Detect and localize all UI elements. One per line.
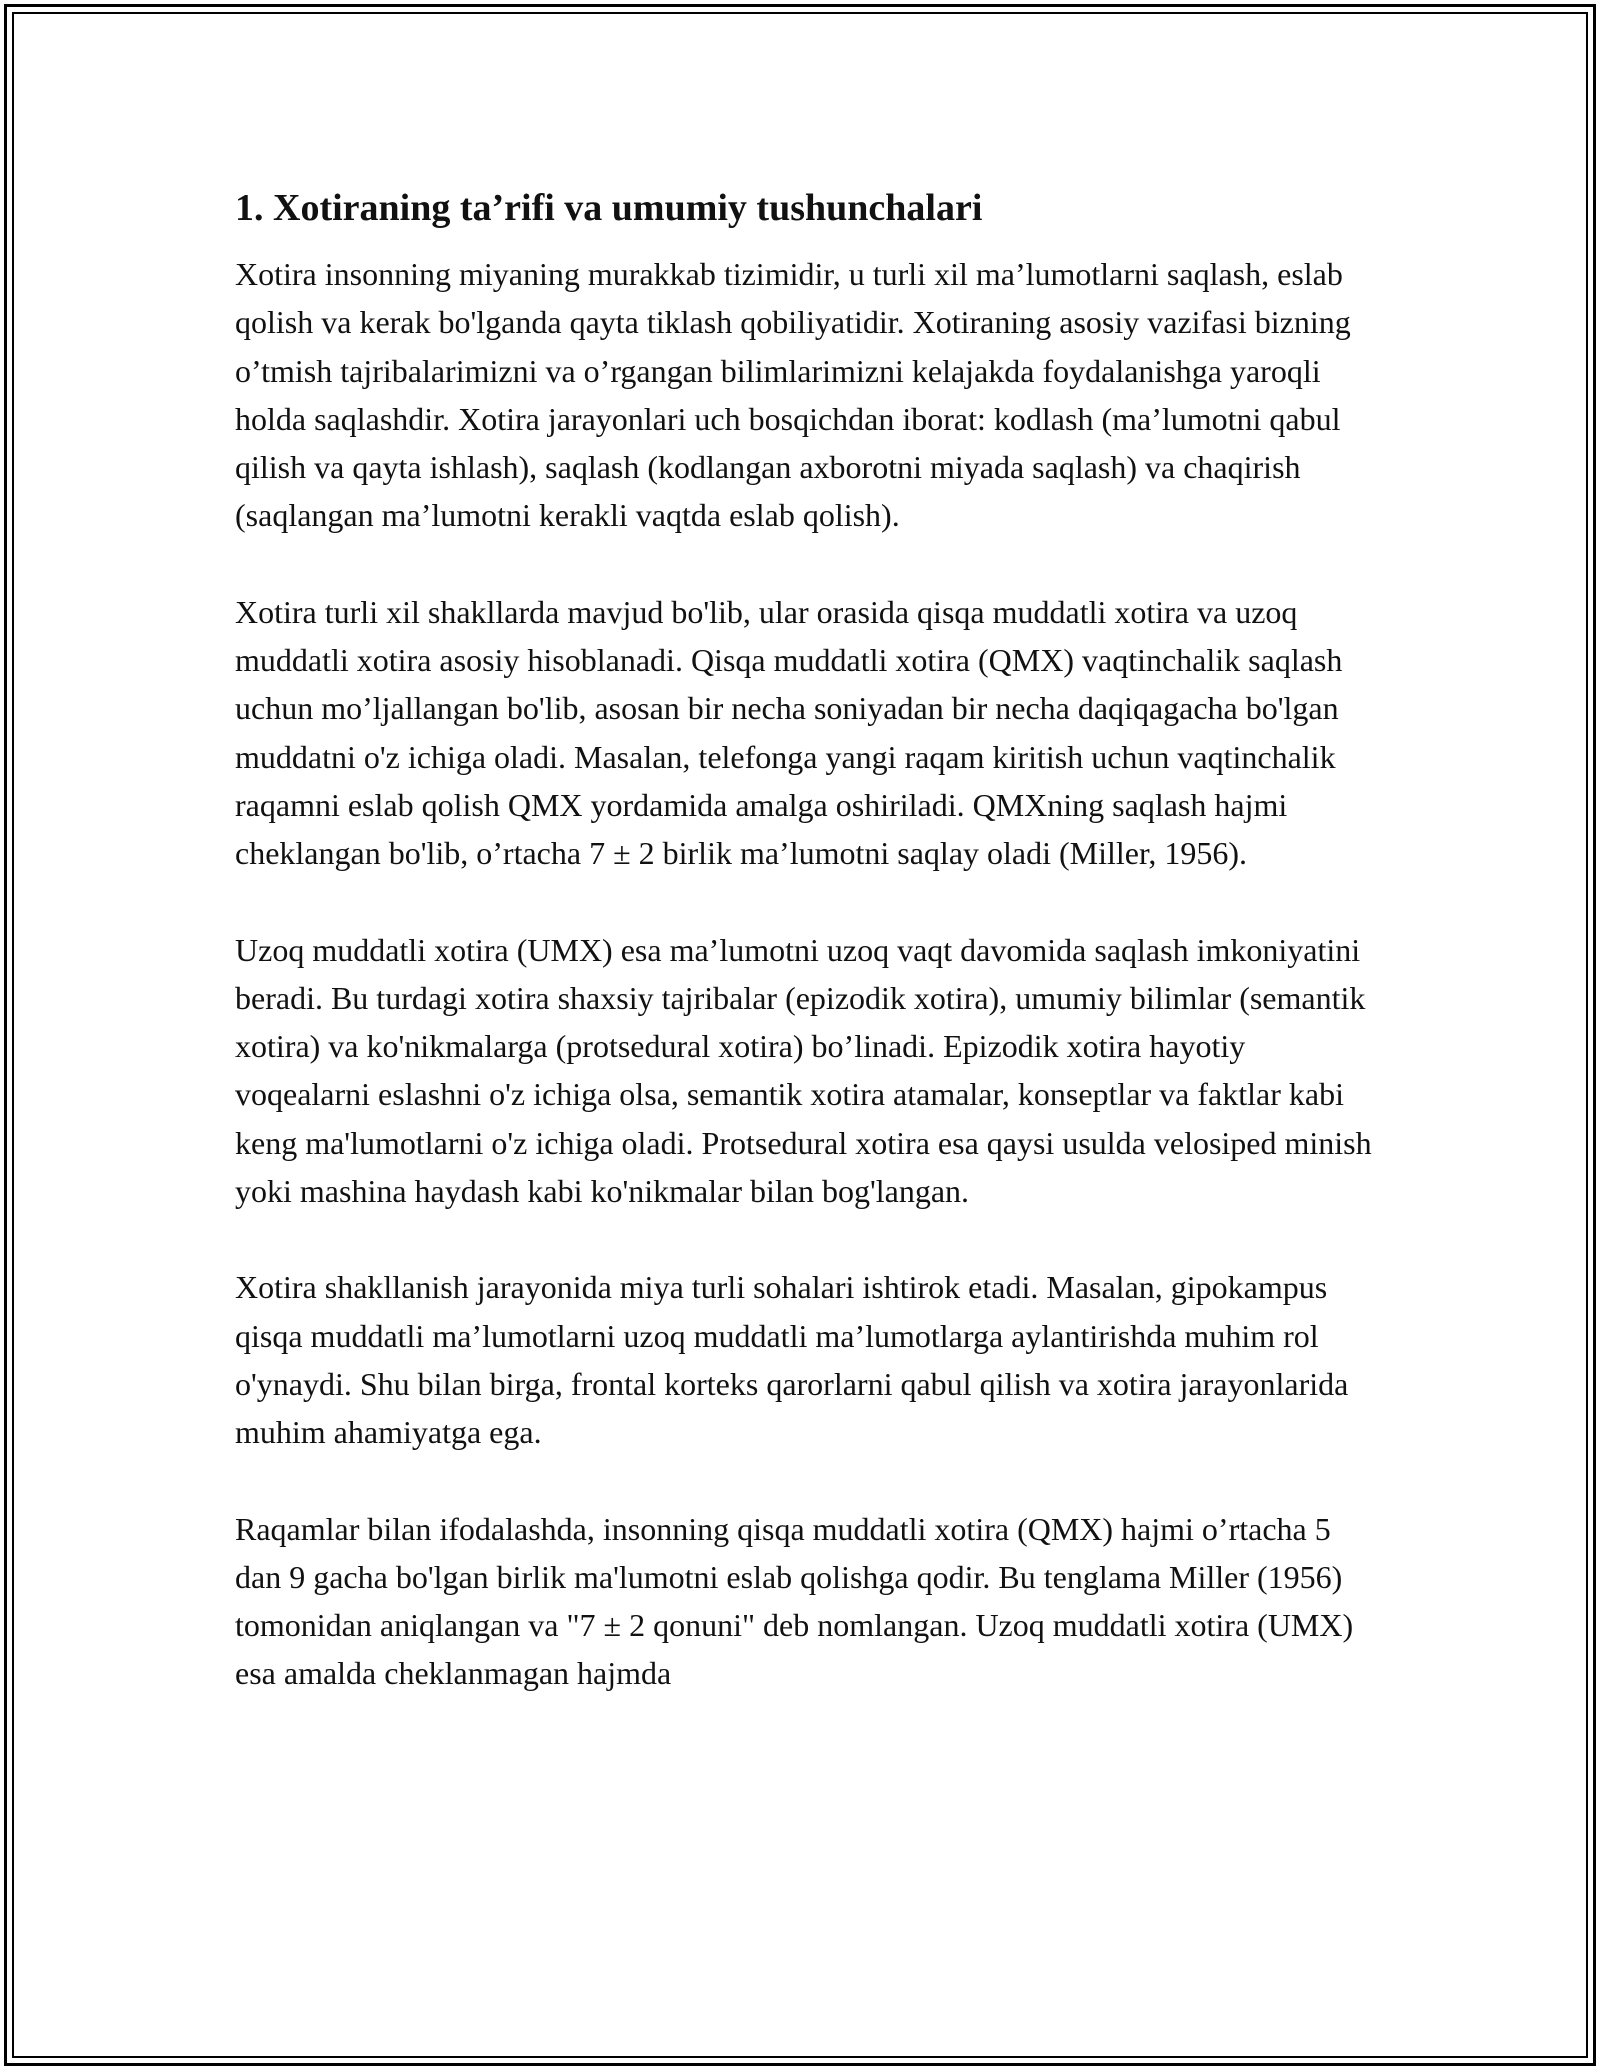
paragraph-brain-regions: Xotira shakllanish jarayonida miya turli sohalari ishtirok etadi. Masalan, gipokampus qisqa muddatli ma’lumotlarni uzoq muddatli ma’lumotlarga aylantirishda muhim rol o'ynaydi. Shu bilan birga, frontal korteks qarorlarni qabul qilish va xotira jarayonlarida muhim ahamiyatga ega. (235, 1269, 1349, 1451)
paragraph-definition: Xotira insonning miyaning murakkab tizimidir, u turli xil ma’lumotlarni saqlash, eslab qolish va kerak bo'lganda qayta tiklash qobiliyatidir. Xotiraning asosiy vazifasi bizning o’tmish tajribalarimizni va o’rgangan bilimlarimizni kelajakda foydalanishga yaroqli holda saqlashdir. Xotira jarayonlari uch bosqichdan iborat: kodlash (ma’lumotni qabul qilish va qayta ishlash), saqlash (kodlangan axborotni miyada saqlash) va chaqirish (saqlangan ma’lumotni kerakli vaqtda eslab qolish). (235, 256, 1351, 534)
paragraph-short-term-memory: Xotira turli xil shakllarda mavjud bo'lib, ular orasida qisqa muddatli xotira va uzoq muddatli xotira asosiy hisoblanadi. Qisqa muddatli xotira (QMX) vaqtinchalik saqlash uchun mo’ljallangan bo'lib, asosan bir necha soniyadan bir necha daqiqagacha bo'lgan muddatni o'z ichiga oladi. Masalan, telefonga yangi raqam kiritish uchun vaqtinchalik raqamni eslab qolish QMX yordamida amalga oshiriladi. QMXning saqlash hajmi cheklangan bo'lib, o’rtacha 7 ± 2 birlik ma’lumotni saqlay oladi (Miller, 1956). (235, 593, 1343, 872)
paragraph-capacity-numbers: Raqamlar bilan ifodalashda, insonning qisqa muddatli xotira (QMX) hajmi o’rtacha 5 dan 9 gacha bo'lgan birlik ma'lumotni eslab qolishga qodir. Bu tenglama Miller (1956) tomonidan aniqlangan va "7 ± 2 qonuni" deb nomlangan. Uzoq muddatli xotira (UMX) esa amalda cheklanmagan hajmda (235, 1510, 1354, 1692)
section-heading: 1. Xotiraning ta’rifi va umumiy tushunchalari (235, 187, 983, 229)
document-body (235, 184, 1375, 1746)
paragraph-long-term-memory: Uzoq muddatli xotira (UMX) esa ma’lumotni uzoq vaqt davomida saqlash imkoniyatini beradi. Bu turdagi xotira shaxsiy tajribalar (epizodik xotira), umumiy bilimlar (semantik xotira) va ko'nikmalarga (protsedural xotira) bo’linadi. Epizodik xotira hayotiy voqealarni eslashni o'z ichiga olsa, semantik xotira atamalar, konseptlar va faktlar kabi keng ma'lumotlarni o'z ichiga oladi. Protsedural xotira esa qaysi usulda velosiped minish yoki mashina haydash kabi ko'nikmalar bilan bog'langan. (235, 931, 1372, 1210)
